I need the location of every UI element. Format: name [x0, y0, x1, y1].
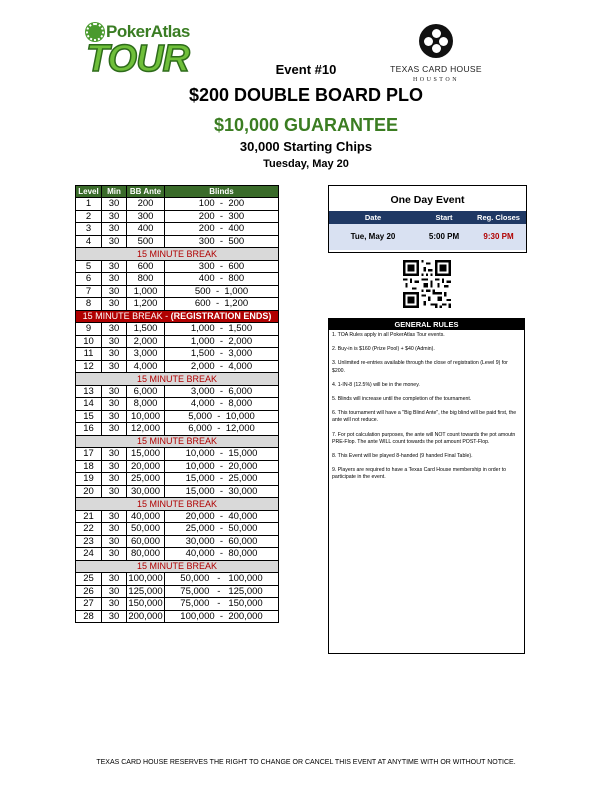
col-blinds: Blinds [165, 186, 279, 198]
blinds-cell: 300 - 600 [165, 260, 279, 273]
ante-cell: 150,000 [128, 598, 163, 610]
table-row [76, 598, 279, 611]
level-cell: 20 [76, 485, 102, 498]
blinds-cell: 1,500 - 3,000 [165, 348, 279, 361]
table-row [76, 235, 279, 248]
blinds-cell: 600 - 1,200 [165, 298, 279, 311]
min-cell: 30 [102, 423, 127, 436]
table-row [76, 285, 279, 298]
ante-cell: 100,000 [128, 573, 163, 585]
blinds-cell: 100 - 200 [165, 198, 279, 211]
min-cell: 30 [102, 548, 127, 561]
level-cell: 27 [76, 598, 102, 611]
ante-cell: 200,000 [128, 610, 163, 622]
ante-cell: 8,000 [127, 398, 165, 411]
break-row [76, 560, 279, 573]
ante-cell: 6,000 [127, 385, 165, 398]
level-cell: 3 [76, 223, 102, 236]
ante-cell: 400 [127, 223, 165, 236]
table-row [76, 460, 279, 473]
min-cell: 30 [102, 398, 127, 411]
min-cell: 30 [102, 273, 127, 286]
ante-cell: 200 [127, 198, 165, 211]
break-text: 15 MINUTE BREAK - [82, 311, 171, 322]
level-cell: 10 [76, 335, 102, 348]
one-day-reg-closes: 9:30 PM [483, 232, 514, 241]
level-cell: 2 [76, 210, 102, 223]
level-cell: 14 [76, 398, 102, 411]
min-cell: 30 [102, 348, 127, 361]
level-cell: 21 [76, 510, 102, 523]
break-text: 15 MINUTE BREAK [136, 373, 218, 384]
table-row [76, 260, 279, 273]
level-cell: 22 [76, 523, 102, 536]
break-row [76, 373, 279, 386]
blinds-cell: 100,000 - 200,000 [165, 610, 279, 623]
table-row [76, 335, 279, 348]
level-cell: 1 [76, 198, 102, 211]
table-row [76, 223, 279, 236]
ante-cell: 1,200 [127, 298, 165, 311]
blinds-cell: 6,000 - 12,000 [165, 423, 279, 436]
min-cell: 30 [102, 585, 127, 598]
min-cell: 30 [102, 410, 127, 423]
one-day-header-row [329, 211, 526, 224]
table-row [76, 198, 279, 211]
level-cell: 11 [76, 348, 102, 361]
blinds-cell: 40,000 - 80,000 [165, 548, 279, 561]
level-cell: 25 [76, 573, 102, 586]
level-cell: 19 [76, 473, 102, 486]
blinds-cell: 400 - 800 [165, 273, 279, 286]
clover-mark-icon [419, 24, 453, 58]
min-cell: 30 [102, 473, 127, 486]
break-label [76, 498, 279, 511]
ante-cell: 20,000 [127, 460, 165, 473]
min-cell: 30 [102, 285, 127, 298]
texas-card-house-logo [386, 24, 486, 94]
ante-cell: 3,000 [127, 348, 165, 361]
rule-item: 9. Players are required to have a Texas Card House membership in order to participate in the event. [332, 467, 507, 481]
table-row [76, 473, 279, 486]
qr-code-icon[interactable] [403, 260, 451, 308]
blinds-cell: 3,000 - 6,000 [165, 385, 279, 398]
blinds-cell: 500 - 1,000 [165, 285, 279, 298]
min-cell: 30 [102, 610, 127, 623]
col-reg-closes: Reg. Closes [477, 213, 520, 222]
rules-list [329, 330, 524, 482]
one-day-row [329, 224, 526, 250]
level-cell: 15 [76, 410, 102, 423]
min-cell: 30 [102, 460, 127, 473]
ante-cell: 125,000 [128, 585, 163, 597]
col-start: Start [435, 213, 453, 222]
table-row [76, 485, 279, 498]
one-day-date: Tue, May 20 [350, 232, 396, 241]
table-row [76, 323, 279, 336]
blinds-cell: 5,000 - 10,000 [165, 410, 279, 423]
break-label [76, 373, 279, 386]
table-row [76, 348, 279, 361]
ante-cell: 12,000 [127, 423, 165, 436]
blinds-cell: 200 - 400 [165, 223, 279, 236]
min-cell: 30 [102, 510, 127, 523]
level-cell: 7 [76, 285, 102, 298]
one-day-title: One Day Event [390, 194, 465, 206]
event-date: Tuesday, May 20 [263, 158, 349, 170]
level-cell: 18 [76, 460, 102, 473]
event-number: Event #10 [275, 62, 337, 77]
starting-chips: 30,000 Starting Chips [239, 139, 373, 154]
blinds-cell: 1,000 - 1,500 [165, 323, 279, 336]
min-cell: 30 [102, 385, 127, 398]
rule-item: 3. Unlimited re-entries available through the close of registration (Level 9) for $200. [332, 360, 508, 374]
ante-cell: 600 [127, 260, 165, 273]
general-rules-box [328, 318, 525, 654]
min-cell: 30 [102, 298, 127, 311]
break-label [76, 248, 279, 261]
ante-cell: 60,000 [127, 535, 165, 548]
ante-cell: 25,000 [127, 473, 165, 486]
break-label [76, 560, 279, 573]
ante-cell: 40,000 [127, 510, 165, 523]
blinds-cell: 2,000 - 4,000 [165, 360, 279, 373]
one-day-event-box [328, 185, 527, 253]
ante-cell: 30,000 [127, 485, 165, 498]
min-cell: 30 [102, 210, 127, 223]
one-day-start: 5:00 PM [428, 232, 460, 241]
table-row [76, 585, 279, 598]
level-cell: 26 [76, 585, 102, 598]
col-level: Level [76, 186, 102, 198]
ante-cell: 50,000 [127, 523, 165, 536]
blinds-cell: 15,000 - 30,000 [165, 485, 279, 498]
tch-name: TEXAS CARD HOUSE [390, 64, 482, 74]
break-row [76, 435, 279, 448]
level-cell: 5 [76, 260, 102, 273]
level-cell: 28 [76, 610, 102, 623]
ante-cell: 15,000 [127, 448, 165, 461]
rule-item: 2. Buy-in is $160 (Prize Pool) + $40 (Admin). [332, 346, 435, 353]
level-cell: 16 [76, 423, 102, 436]
table-header-row [76, 186, 279, 198]
min-cell: 30 [102, 485, 127, 498]
level-cell: 23 [76, 535, 102, 548]
level-cell: 4 [76, 235, 102, 248]
min-cell: 30 [102, 335, 127, 348]
event-title: $200 DOUBLE BOARD PLO [188, 85, 424, 105]
min-cell: 30 [102, 260, 127, 273]
min-cell: 30 [102, 448, 127, 461]
level-cell: 17 [76, 448, 102, 461]
ante-cell: 2,000 [127, 335, 165, 348]
rule-item: 8. This Event will be played 8-handed (9 handed Final Table). [332, 453, 473, 460]
blind-structure-table [75, 185, 279, 623]
level-cell: 13 [76, 385, 102, 398]
blinds-cell: 1,000 - 2,000 [165, 335, 279, 348]
ante-cell: 4,000 [127, 360, 165, 373]
ante-cell: 300 [127, 210, 165, 223]
col-date: Date [364, 213, 382, 222]
break-label [76, 310, 279, 323]
table-row [76, 298, 279, 311]
blinds-cell: 75,000 - 125,000 [165, 585, 279, 598]
level-cell: 6 [76, 273, 102, 286]
table-row [76, 273, 279, 286]
rule-item: 7. For pot calculation purposes, the ante will NOT count towards the pot amoutn PRE-Flop. The ante WILL count towards the pot amount POST-Flop. [332, 431, 516, 445]
ante-cell: 1,500 [127, 323, 165, 336]
tour-wordmark: TOUR [86, 38, 189, 80]
pokeratlas-wordmark: PokerAtlas [106, 22, 190, 41]
level-cell: 8 [76, 298, 102, 311]
blinds-cell: 30,000 - 60,000 [165, 535, 279, 548]
ante-cell: 10,000 [127, 410, 165, 423]
rule-item: 4. 1-IN-8 (12.5%) will be in the money. [332, 381, 420, 388]
break-text: 15 MINUTE BREAK [136, 498, 218, 509]
min-cell: 30 [102, 235, 127, 248]
break-row [76, 248, 279, 261]
break-label [76, 435, 279, 448]
registration-break-row [76, 310, 279, 323]
min-cell: 30 [102, 523, 127, 536]
guarantee: $10,000 GUARANTEE [213, 115, 399, 135]
blinds-cell: 10,000 - 15,000 [165, 448, 279, 461]
table-row [76, 385, 279, 398]
table-row [76, 535, 279, 548]
min-cell: 30 [102, 598, 127, 611]
table-row [76, 448, 279, 461]
min-cell: 30 [102, 535, 127, 548]
blinds-cell: 75,000 - 150,000 [165, 598, 279, 611]
min-cell: 30 [102, 323, 127, 336]
table-row [76, 360, 279, 373]
table-row [76, 523, 279, 536]
blinds-cell: 20,000 - 40,000 [165, 510, 279, 523]
rule-item: 1. TOA Rules apply in all PokerAtlas Tour events. [332, 332, 445, 338]
col-min: Min [102, 186, 127, 198]
registration-ends-label: (REGISTRATION ENDS) [170, 311, 272, 322]
blinds-cell: 50,000 - 100,000 [165, 573, 279, 586]
level-cell: 24 [76, 548, 102, 561]
rule-item: 5. Blinds will increase until the completion of the tournament. [332, 396, 472, 403]
table-row [76, 573, 279, 586]
min-cell: 30 [102, 573, 127, 586]
table-row [76, 548, 279, 561]
disclaimer-footer: TEXAS CARD HOUSE RESERVES THE RIGHT TO CHANGE OR CANCEL THIS EVENT AT ANYTIME WITH OR WITHOUT NOTICE. [96, 759, 516, 766]
min-cell: 30 [102, 198, 127, 211]
break-text: 15 MINUTE BREAK [136, 561, 218, 572]
min-cell: 30 [102, 360, 127, 373]
tch-city: HOUSTON [412, 77, 460, 83]
general-rules-title: GENERAL RULES [329, 319, 524, 330]
blinds-cell: 15,000 - 25,000 [165, 473, 279, 486]
ante-cell: 80,000 [127, 548, 165, 561]
break-row [76, 498, 279, 511]
table-row [76, 410, 279, 423]
table-row [76, 398, 279, 411]
blinds-cell: 200 - 300 [165, 210, 279, 223]
rule-item: 6. This tournament will have a "Big Blind Ante", the big blind will be paid first, the ante will not reduce. [332, 410, 517, 424]
col-bb-ante: BB Ante [127, 186, 165, 198]
table-row [76, 510, 279, 523]
level-cell: 9 [76, 323, 102, 336]
table-row [76, 423, 279, 436]
blinds-cell: 10,000 - 20,000 [165, 460, 279, 473]
min-cell: 30 [102, 223, 127, 236]
level-cell: 12 [76, 360, 102, 373]
table-row [76, 210, 279, 223]
ante-cell: 1,000 [127, 285, 165, 298]
break-text: 15 MINUTE BREAK [136, 436, 218, 447]
blinds-cell: 25,000 - 50,000 [165, 523, 279, 536]
blinds-cell: 300 - 500 [165, 235, 279, 248]
table-row [76, 610, 279, 623]
break-text: 15 MINUTE BREAK [136, 248, 218, 259]
ante-cell: 500 [127, 235, 165, 248]
blinds-cell: 4,000 - 8,000 [165, 398, 279, 411]
ante-cell: 800 [127, 273, 165, 286]
